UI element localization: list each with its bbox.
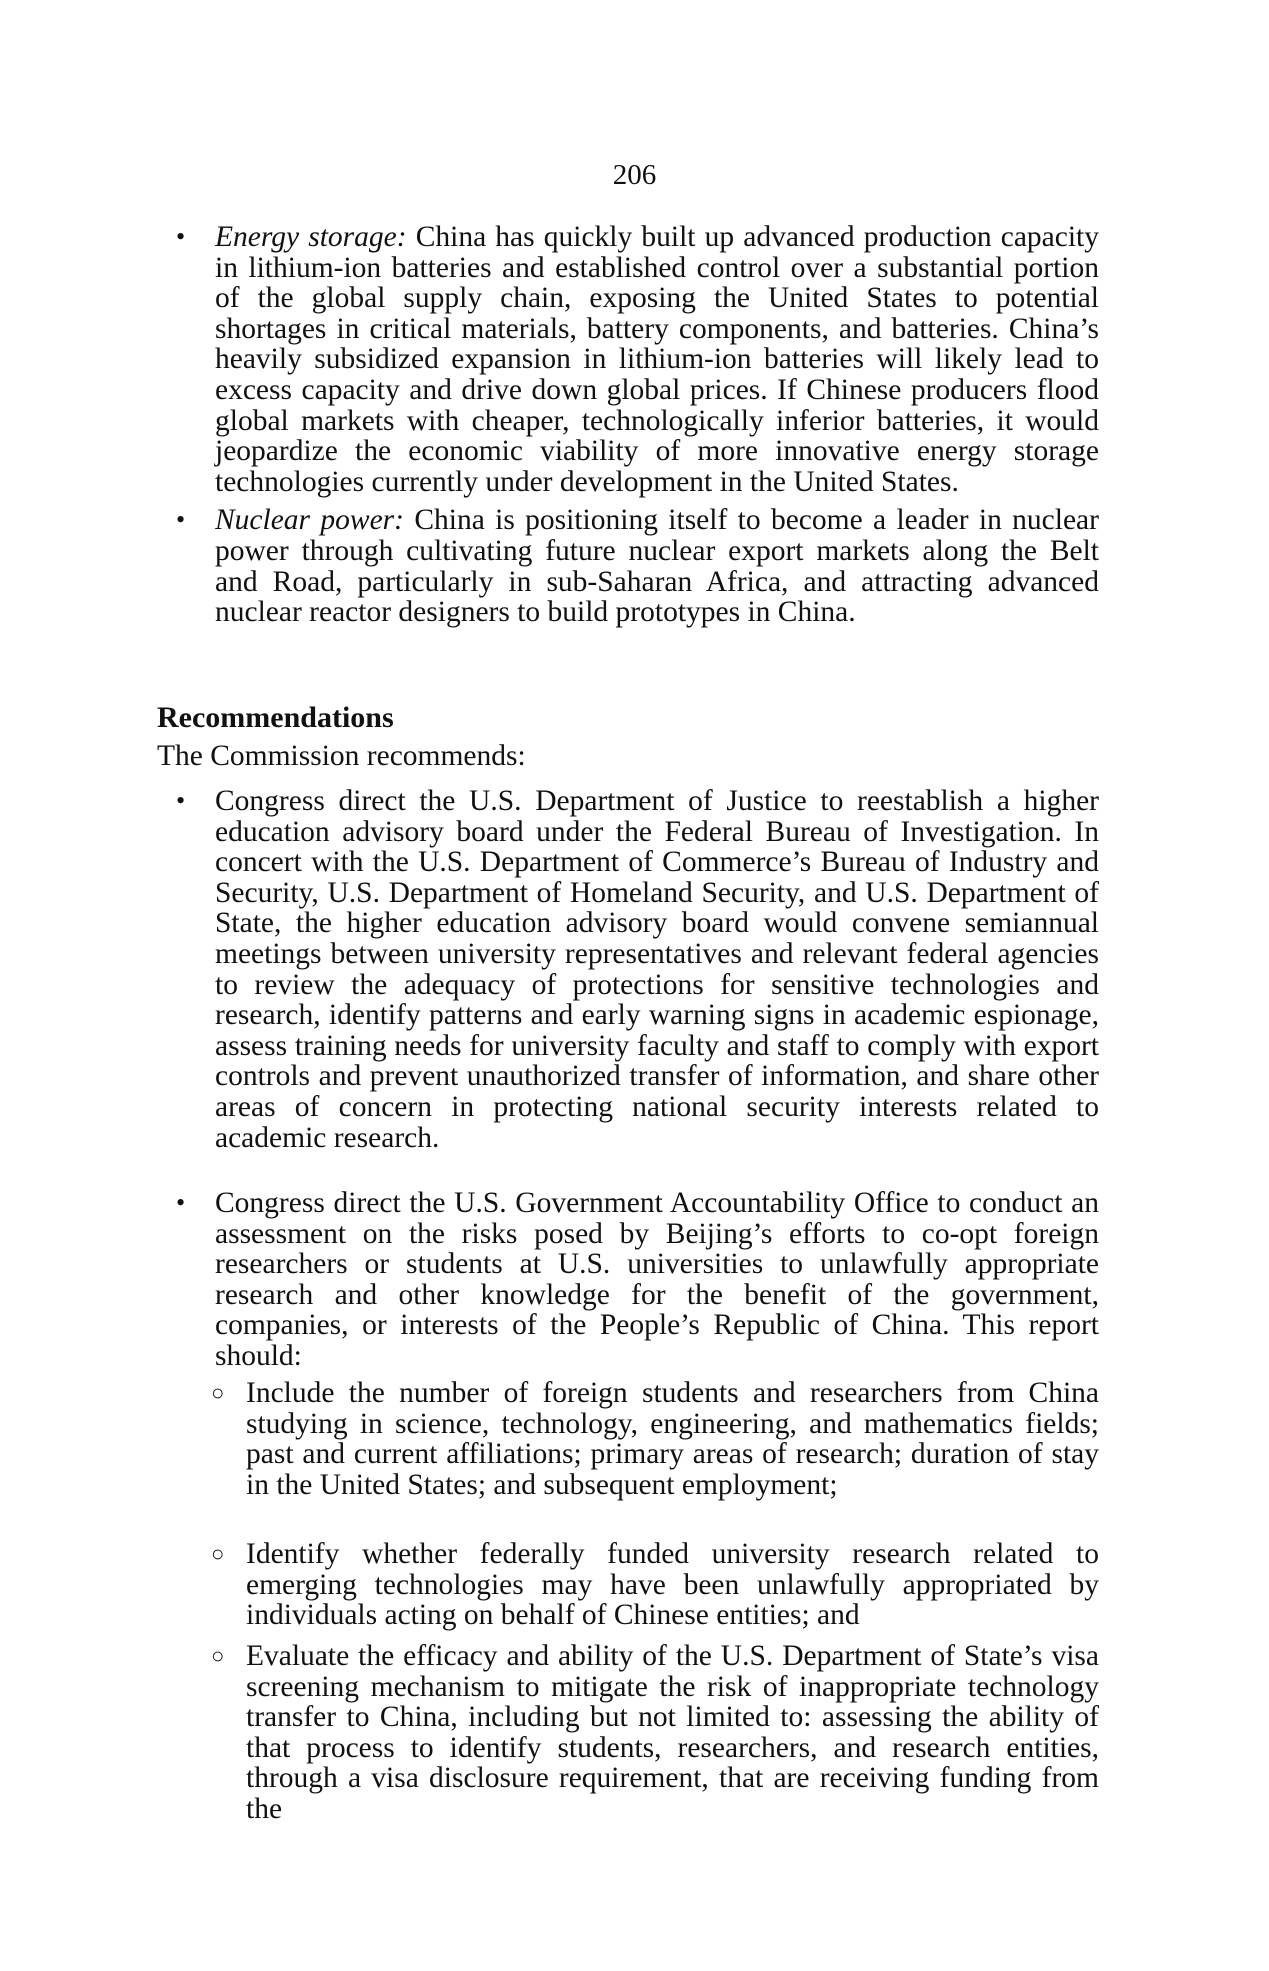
recommendation-text: Congress direct the U.S. Government Accountability Office to conduct an assessment on the risks posed by Beijing’s efforts to co-opt foreign researchers or students at U.S. universities to unlawfully appropriate research and other knowledge for the benefit of the government, companies, or interests of the People’s Republic of China. This report should: [215, 1187, 1099, 1372]
sub-item-text: Identify whether federally funded university research related to emerging technologies may have been unlawfully appropriated by individuals acting on behalf of Chinese entities; and [246, 1538, 1099, 1632]
findings-list [157, 222, 1099, 628]
bullet-icon: • [176, 222, 186, 251]
sub-list-item [157, 1539, 1099, 1631]
list-item-nuclear-power [157, 505, 1099, 627]
bullet-text: China is positioning itself to become a leader in nuclear power through cultivating future nuclear export markets along the Belt and Road, particularly in sub-Saharan Africa, and attracting advanced nuclear reactor designers to build prototypes in China. [215, 504, 1099, 629]
sub-item-block-2 [157, 1539, 1099, 1631]
lead-in-label: Energy storage: [215, 221, 407, 253]
lead-in-label: Nuclear power: [215, 504, 404, 537]
sub-item-text: Include the number of foreign students and researchers from China studying in science, technology, engineering, and mathematics fields; past and current affiliations; primary areas of research; duration of stay in the United States; and subsequent employment; [246, 1377, 1099, 1501]
list-item-recommendation [157, 786, 1099, 1153]
recommendation-block-1 [157, 786, 1099, 1153]
intro-text: The Commission recommends: [157, 740, 526, 772]
findings-block [157, 222, 1099, 628]
sub-list [157, 1641, 1099, 1825]
page-number: 206 [612, 159, 657, 191]
bullet-text: China has quickly built up advanced production capacity in lithium-ion batteries and established control over a substantial portion of the global supply chain, exposing the United States to potential shortages in critical materials, battery components, and batteries. China’s heavily subsidized expansion in lithium-ion batteries will likely lead to excess capacity and drive down global prices. If Chinese producers flood global markets with cheaper, technologically inferior batteries, it would jeopardize the economic viability of more innovative energy storage technologies currently under development in the United States. [215, 221, 1099, 498]
sub-list-item [157, 1378, 1099, 1500]
bullet-icon: • [176, 786, 186, 815]
list-item-recommendation [157, 1188, 1099, 1372]
sub-list [157, 1378, 1099, 1500]
recommendations-heading-block [157, 702, 1099, 734]
hollow-circle-icon: ○ [211, 1380, 225, 1405]
intro-block [157, 741, 1099, 772]
hollow-circle-icon: ○ [211, 1643, 225, 1668]
sub-item-block-3 [157, 1641, 1099, 1825]
recommendations-list-continued [157, 1188, 1099, 1372]
list-item-energy-storage [157, 222, 1099, 497]
sub-item-block-1 [157, 1378, 1099, 1500]
bullet-icon: • [176, 1188, 186, 1217]
bullet-icon: • [176, 505, 186, 535]
recommendation-text: Congress direct the U.S. Department of Justice to reestablish a higher education advisory board under the Federal Bureau of Investigation. In concert with the U.S. Department of Commerce’s Bureau of Industry and Security, U.S. Department of Homeland Security, and U.S. Department of State, the higher education advisory board would convene semiannual meetings between university representatives and relevant federal agencies to review the adequacy of protections for sensitive technologies and research, identify patterns and early warning signs in academic espionage, assess training needs for university faculty and staff to comply with export controls and prevent unauthorized transfer of information, and share other areas of concern in protecting national security interests related to academic research. [215, 785, 1099, 1154]
sub-list [157, 1539, 1099, 1631]
hollow-circle-icon: ○ [211, 1541, 225, 1566]
section-heading: Recommendations [157, 701, 394, 734]
sub-list-item [157, 1641, 1099, 1825]
recommendations-list [157, 786, 1099, 1153]
sub-item-text: Evaluate the efficacy and ability of the U.S. Department of State’s visa screening mechanism to mitigate the risk of inappropriate technology transfer to China, including but not limited to: assessing the ability of that process to identify students, researchers, and research entities, through a visa disclosure requirement, that are receiving funding from the [246, 1640, 1099, 1825]
recommendation-block-2 [157, 1188, 1099, 1372]
